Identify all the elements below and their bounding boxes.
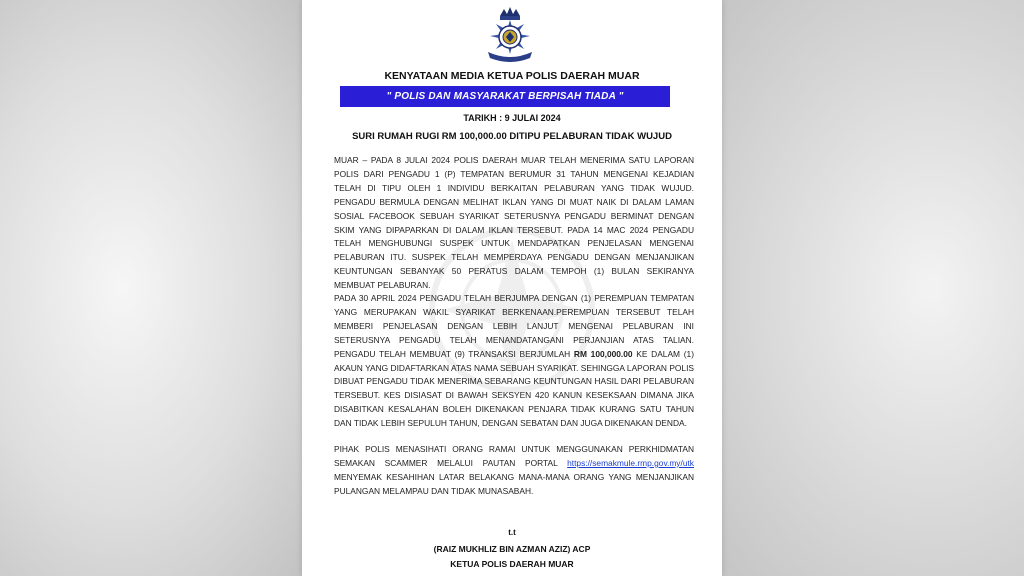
slogan-banner	[340, 86, 670, 107]
document-title: KENYATAAN MEDIA KETUA POLIS DAERAH MUAR	[384, 70, 640, 82]
slogan-text: " POLIS DAN MASYARAKAT BERPISAH TIADA "	[386, 91, 624, 102]
press-release-page	[302, 0, 722, 576]
signature-role: KETUA POLIS DAERAH MUAR	[450, 559, 574, 569]
paragraph-1: MUAR – PADA 8 JULAI 2024 POLIS DAERAH MUAR TELAH MENERIMA SATU LAPORAN POLIS DARI PENGADU 1 (P) TEMPATAN BERUMUR 31 TAHUN MENGENAI KEJADIAN TELAH DI TIPU OLEH 1 INDIVIDU BERKAITAN PELABURAN YANG TIDAK WUJUD. PENGADU BERMULA DENGAN MELIHAT IKLAN YANG DI MUAT NAIK DI DALAM LAMAN SOSIAL FACEBOOK SEBUAH SYARIKAT SETERUSNYA PENGADU BERMINAT DENGAN SKIM YANG DIPAPARKAN DI DALAM IKLAN TERSEBUT. PADA 14 MAC 2024 PENGADU TELAH MENGHUBUNGI SUSPEK UNTUK MENDAPATKAN PENJELASAN MENGENAI PELABURAN ITU. SUSPEK TELAH MEMPERDAYA PENGADU DENGAN MENJANJIKAN KEUNTUNGAN SEBANYAK 50 PERATUS DALAM TEMPOH (1) BULAN SEKIRANYA MEMBUAT PELABURAN.	[334, 155, 694, 291]
signature-name: (RAIZ MUKHLIZ BIN AZMAN AZIZ) ACP	[433, 544, 591, 554]
signature-tt: t.t	[508, 528, 516, 537]
paragraph-3	[334, 443, 694, 499]
document-date: TARIKH : 9 JULAI 2024	[463, 113, 561, 123]
paragraph-3-text-b: MENYEMAK KESAHIHAN LATAR BELAKANG MANA-MANA ORANG YANG MENJANJIKAN PULANGAN MELAMPAU DAN TIDAK MUNASABAH.	[334, 471, 694, 496]
document-headline: SURI RUMAH RUGI RM 100,000.00 DITIPU PELABURAN TIDAK WUJUD	[352, 131, 672, 142]
background-right-blur	[714, 0, 1024, 576]
paragraph-2-amount: RM 100,000.00	[573, 348, 633, 359]
background-left-blur	[0, 0, 305, 576]
police-crest-icon	[482, 6, 538, 64]
portal-link[interactable]: https://semakmule.rmp.gov.my/utk	[567, 457, 694, 468]
paragraph-3-text-a: PIHAK POLIS MENASIHATI ORANG RAMAI UNTUK MENGGUNAKAN PERKHIDMATAN SEMAKAN SCAMMER MELALUI PAUTAN PORTAL	[334, 444, 694, 468]
paragraph-2	[334, 292, 694, 431]
paragraph-2-text-a: PADA 30 APRIL 2024 PENGADU TELAH BERJUMPA DENGAN (1) PEREMPUAN TEMPATAN YANG MERUPAKAN WAKIL SYARIKAT BERKENAAN.PEREMPUAN TERSEBUT TELAH MEMBERI PENJELASAN DENGAN LEBIH LANJUT MENGENAI PELABURAN INI SETERUSNYA PENGADU TELAH MENANDATANGANI PERJANJIAN ATAS TALIAN. PENGADU TELAH MEMBUAT (9) TRANSAKSI BERJUMLAH	[334, 293, 694, 359]
paragraph-2-text-b: KE DALAM (1) AKAUN YANG DIDAFTARKAN ATAS NAMA SEBUAH SYARIKAT. SEHINGGA LAPORAN POLIS DIBUAT PENGADU TIDAK MENERIMA SEBARANG KEUNTUNGAN HASIL DARI PELABURAN TERSEBUT. KES DISIASAT DI BAWAH SEKSYEN 420 KANUN KESEKSAAN DIMANA JIKA DISABITKAN KESALAHAN BOLEH DIKENAKAN PENJARA TIDAK KURANG SATU TAHUN DAN TIDAK LEBIH SEPULUH TAHUN, DENGAN SEBATAN DAN JUGA DIKENAKAN DENDA.	[334, 348, 694, 429]
